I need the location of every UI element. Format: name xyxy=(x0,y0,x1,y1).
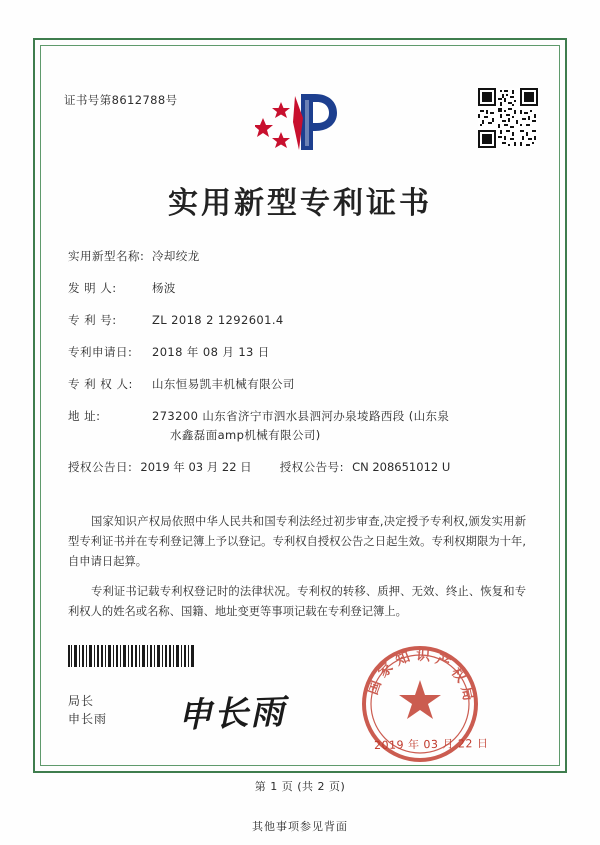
value-address-line1: 273200 山东省济宁市泗水县泗河办泉堎路西段 (山东泉 xyxy=(152,409,450,423)
label-utility-model-name: 实用新型名称: xyxy=(68,249,145,263)
label-address: 地 址: xyxy=(68,409,101,423)
corner-ornament-bottom-right xyxy=(545,751,567,773)
page-number: 第 1 页 (共 2 页) xyxy=(254,780,346,793)
label-inventor: 发 明 人: xyxy=(68,281,117,295)
footer-note: 其他事项参见背面 xyxy=(252,820,348,833)
corner-ornament-top-left xyxy=(33,38,55,60)
field-row-name xyxy=(68,248,538,264)
paragraph-2: 专利证书记载专利权登记时的法律状况。专利权的转移、质押、无效、终止、恢复和专利权人的姓名或名称、国籍、地址变更等事项记载在专利登记簿上。 xyxy=(68,585,526,618)
page-title: 实用新型专利证书 xyxy=(168,186,432,221)
value-utility-model-name: 冷却绞龙 xyxy=(152,249,200,263)
director-name: 申长雨 xyxy=(68,712,108,726)
seal-date: 2019 年 03 月 22 日 xyxy=(373,737,489,752)
fields-block xyxy=(68,248,538,491)
field-row-grant xyxy=(68,459,538,475)
barcode-icon xyxy=(68,645,194,667)
value-inventor: 杨波 xyxy=(152,281,176,295)
field-row-patentee xyxy=(68,376,538,392)
value-address xyxy=(152,408,538,443)
value-address-line2: 水鑫磊面amp机械有限公司) xyxy=(170,428,321,442)
value-grant-date: 2019 年 03 月 22 日 xyxy=(140,460,252,474)
field-row-patent-number xyxy=(68,312,538,328)
field-grant-date xyxy=(68,459,252,475)
body-paragraphs xyxy=(68,512,526,632)
label-patent-number: 专 利 号: xyxy=(68,313,117,327)
value-patent-number: ZL 2018 2 1292601.4 xyxy=(152,313,284,327)
corner-ornament-bottom-left xyxy=(33,751,55,773)
svg-text:国 家 知 识 产 权 局: 国 家 知 识 产 权 局 xyxy=(364,647,477,703)
label-grant-date: 授权公告日: xyxy=(68,460,133,474)
qr-code-icon xyxy=(478,88,538,148)
paragraph-1: 国家知识产权局依照中华人民共和国专利法经过初步审查,决定授予专利权,颁发实用新型专利证书并在专利登记簿上予以登记。专利权自授权公告之日起生效。专利权期限为十年,自申请日起算。 xyxy=(68,515,526,568)
value-grant-number: CN 208651012 U xyxy=(352,460,451,474)
value-patentee: 山东恒易凯丰机械有限公司 xyxy=(152,377,295,391)
field-grant-number xyxy=(280,459,451,475)
label-grant-number: 授权公告号: xyxy=(279,460,345,474)
label-application-date: 专利申请日: xyxy=(68,345,133,359)
value-application-date: 2018 年 08 月 13 日 xyxy=(152,345,270,359)
certificate-number: 证书号第8612788号 xyxy=(64,93,178,107)
corner-ornament-top-right xyxy=(545,38,567,60)
handwritten-signature: 申长雨 xyxy=(177,692,287,736)
field-row-application-date xyxy=(68,344,538,360)
cnipa-logo-icon xyxy=(255,88,347,156)
field-row-address xyxy=(68,408,538,443)
label-patentee: 专 利 权 人: xyxy=(68,377,133,391)
field-row-inventor xyxy=(68,280,538,296)
director-block xyxy=(68,692,107,728)
director-label: 局长 xyxy=(68,694,95,708)
